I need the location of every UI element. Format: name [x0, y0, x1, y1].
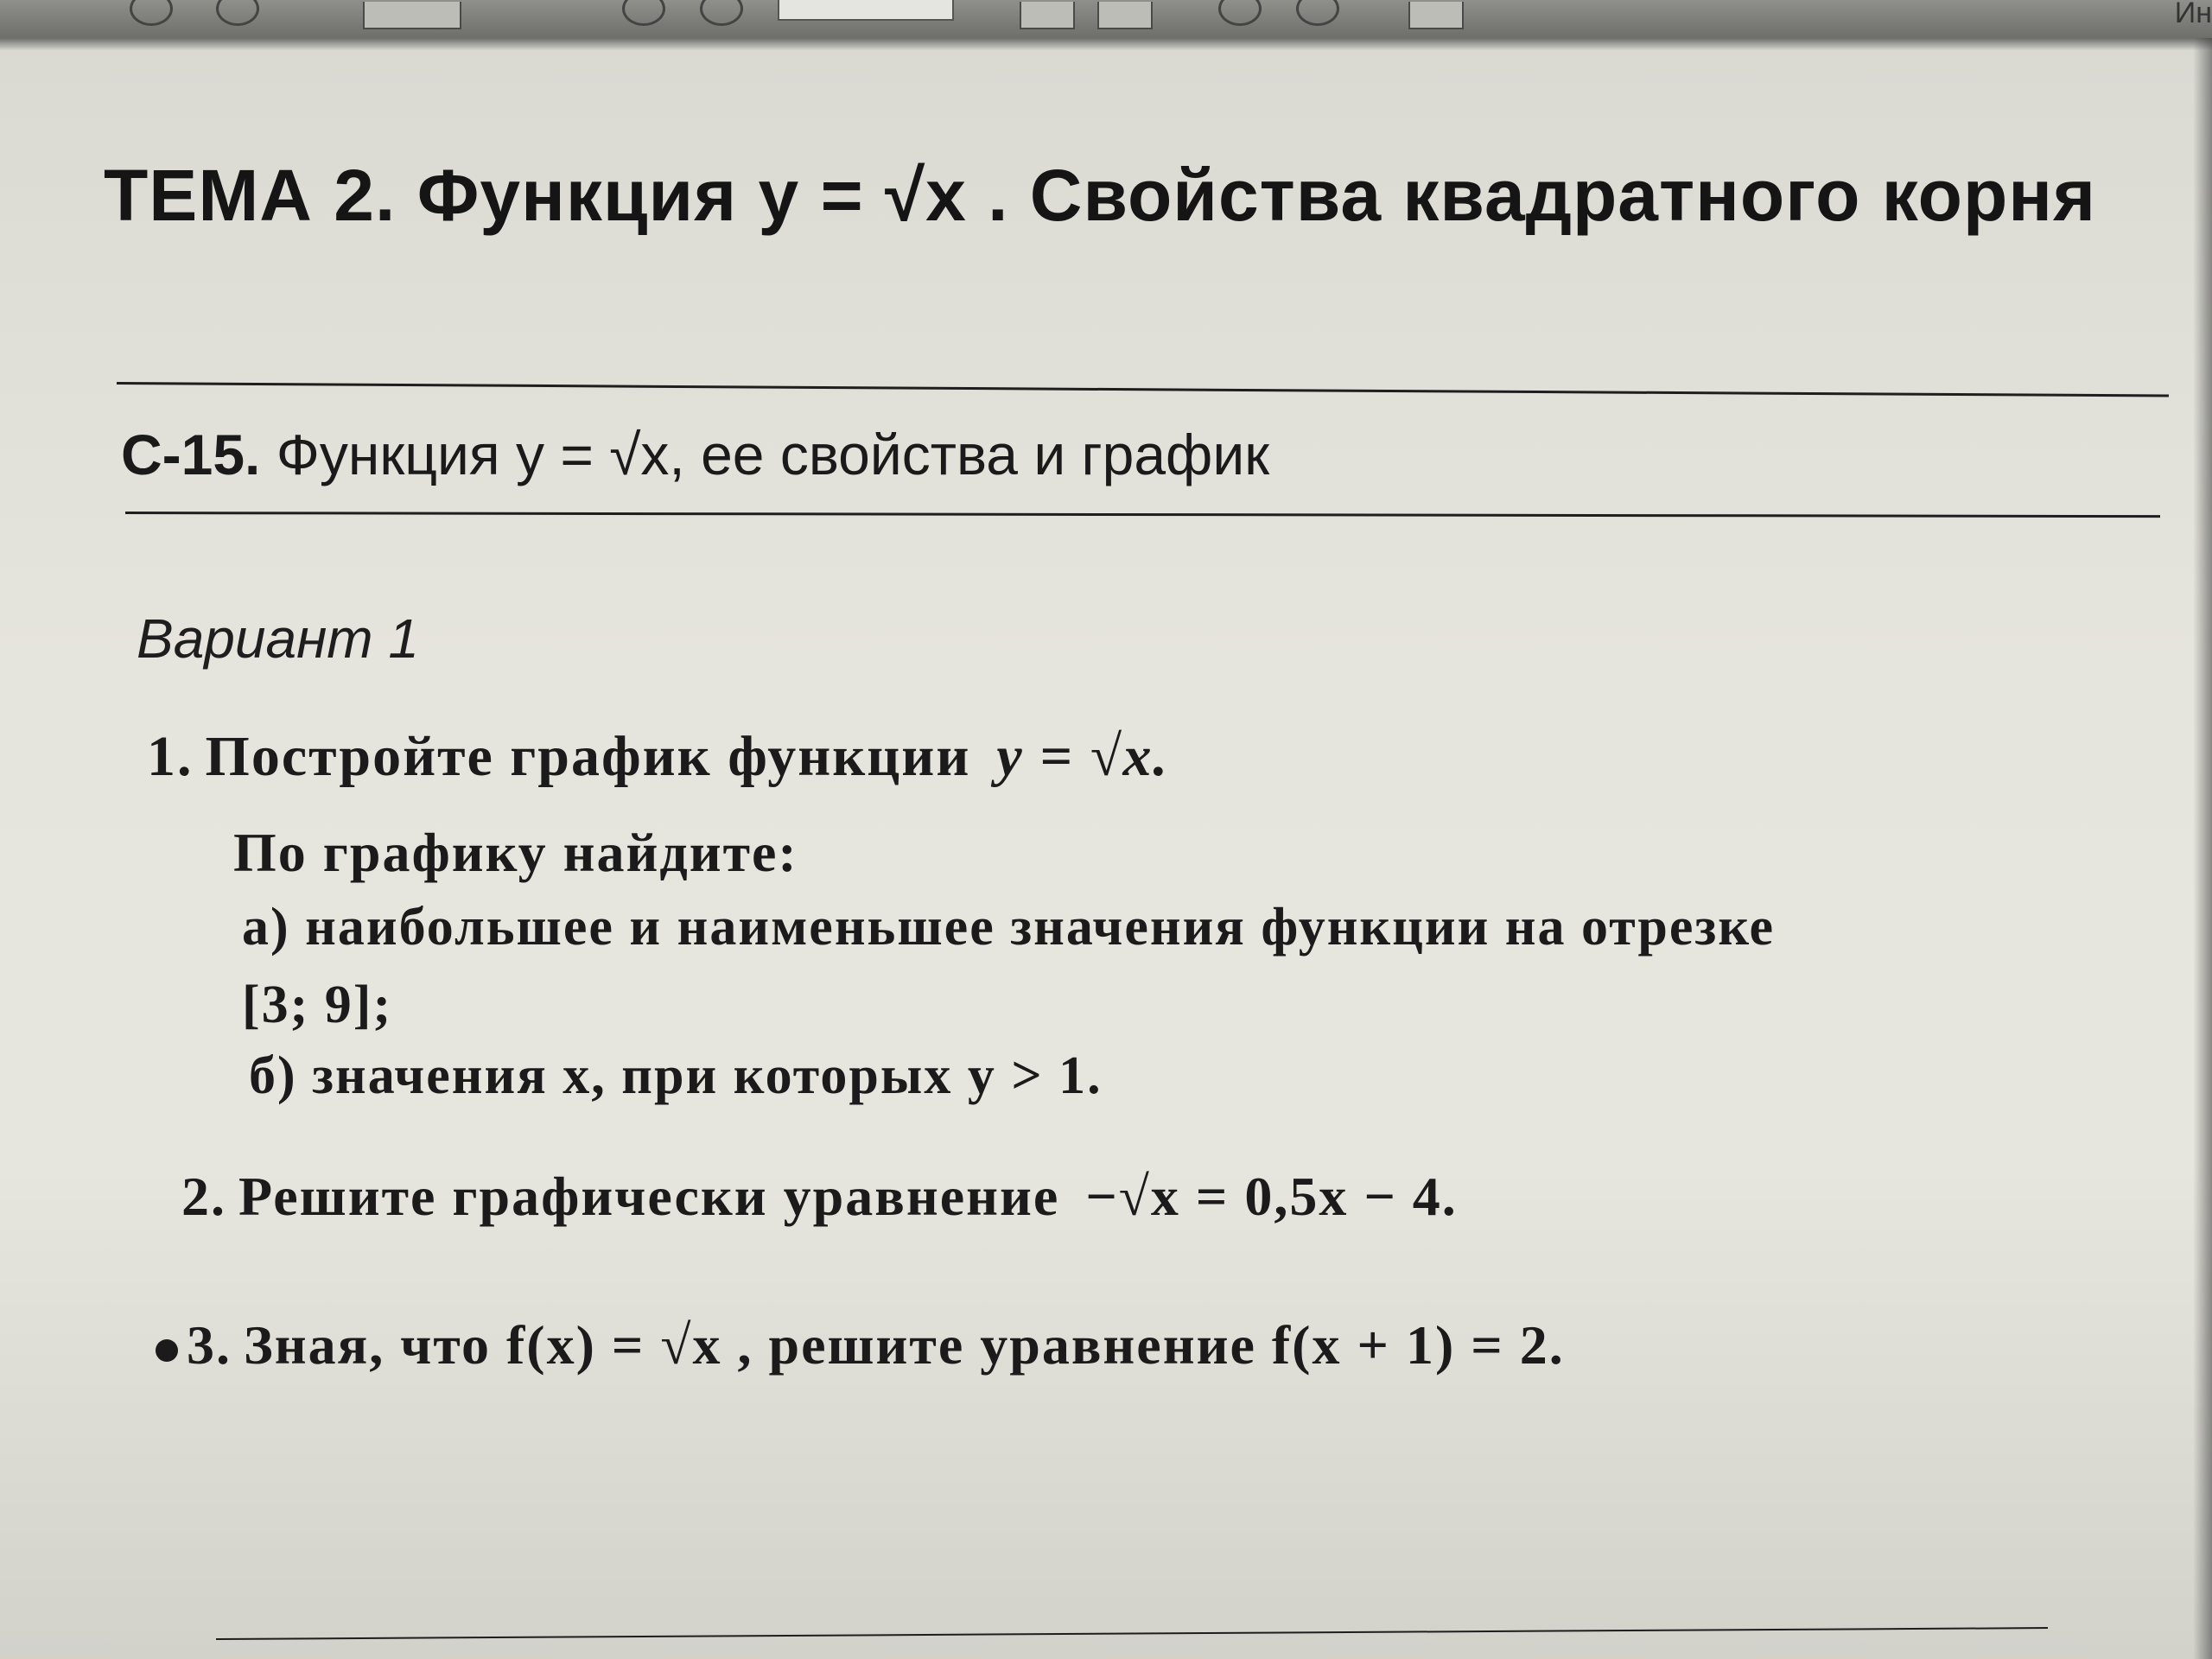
- section-top-rule: [117, 382, 2169, 397]
- toolbar-right-label: Ин: [2174, 0, 2212, 29]
- section-code: С-15.: [121, 423, 261, 486]
- task-1: [147, 724, 1169, 790]
- task-1-subheading: По графику найдите:: [233, 822, 798, 883]
- task-2-text: Решите графически уравнение: [238, 1166, 1060, 1227]
- task-1-part-b: б) значения x, при которых y > 1.: [249, 1046, 1103, 1105]
- task-3-bullet-icon: [156, 1339, 178, 1362]
- task-3-text: Зная, что f(x) = √x , решите уравнение f(x + 1) = 2.: [244, 1314, 1565, 1376]
- screen-edge-shadow: [2193, 38, 2212, 1659]
- task-2: [181, 1165, 1458, 1229]
- task-2-number: 2.: [181, 1166, 226, 1227]
- task-2-formula: −√x = 0,5x − 4.: [1085, 1166, 1458, 1227]
- page-bottom-rule: [216, 1627, 2048, 1640]
- section-bottom-rule: [125, 512, 2160, 518]
- task-3: [156, 1313, 1565, 1377]
- task-1-part-a: а) наибольшее и наименьшее значения функции на отрезке: [242, 898, 1776, 957]
- task-1-text: Постройте график функции: [205, 725, 971, 788]
- section-title: Функция у = √х, ее свойства и график: [276, 423, 1270, 486]
- section-heading: [121, 422, 1269, 487]
- task-1-number: 1.: [147, 725, 194, 788]
- variant-label: Вариант 1: [137, 607, 419, 670]
- task-1-part-a-interval: [3; 9];: [242, 976, 393, 1034]
- topic-heading: ТЕМА 2. Функция у = √х . Свойства квадратного корня: [104, 155, 2097, 236]
- task-1-formula: y = √x.: [996, 725, 1169, 788]
- task-3-number: 3.: [187, 1314, 232, 1376]
